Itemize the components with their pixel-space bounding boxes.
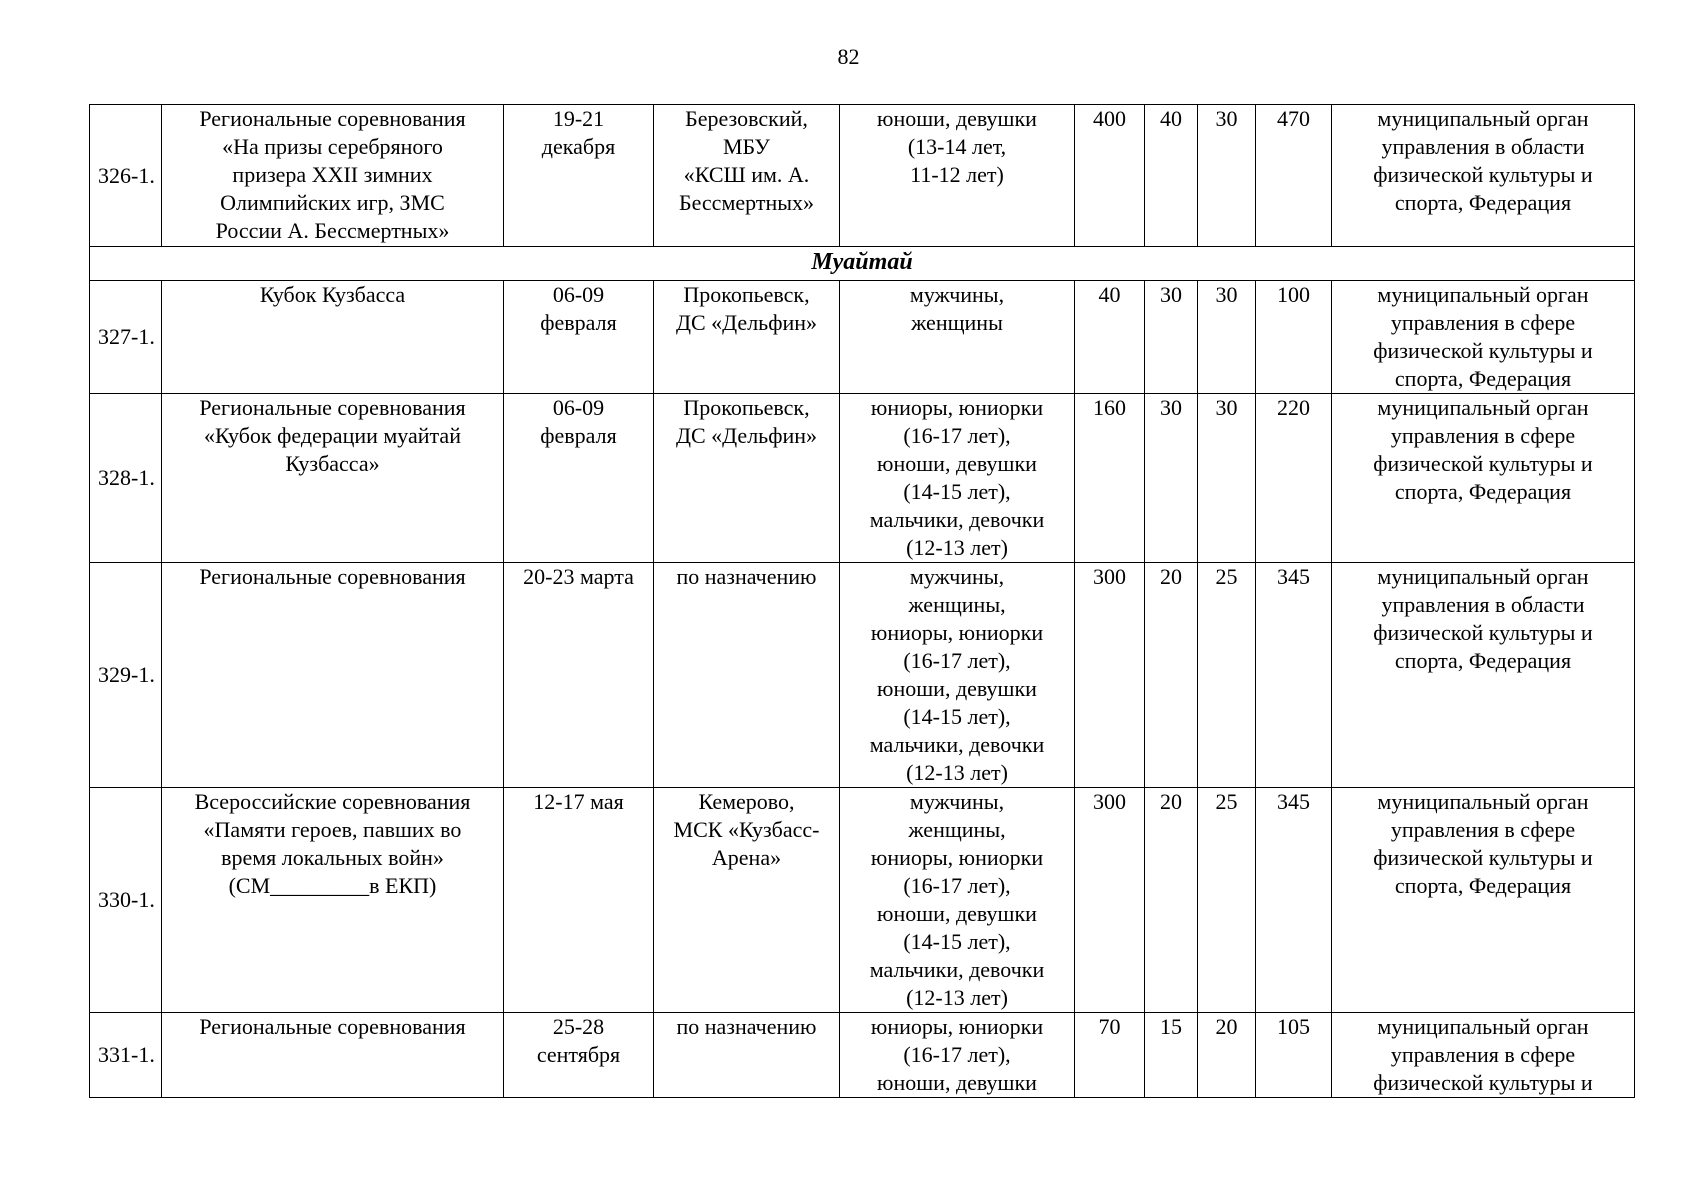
event-participants: мужчины, женщины, юниоры, юниорки (16-17 лет), юноши, девушки (14-15 лет), мальчики, девочки (12-13 лет) xyxy=(840,563,1075,788)
event-dates: 25-28 сентября xyxy=(504,1013,654,1098)
row-number: 331-1. xyxy=(90,1013,162,1098)
judges-count: 25 xyxy=(1198,563,1256,788)
event-place: Прокопьевск, ДС «Дельфин» xyxy=(654,281,840,394)
event-organizer: муниципальный орган управления в сфере физической культуры и xyxy=(1332,1013,1635,1098)
table-row xyxy=(90,394,1635,563)
total-count: 100 xyxy=(1256,281,1332,394)
athletes-count: 40 xyxy=(1075,281,1145,394)
row-number: 327-1. xyxy=(90,281,162,394)
coaches-count: 20 xyxy=(1145,788,1198,1013)
event-participants: юниоры, юниорки (16-17 лет), юноши, девушки (14-15 лет), мальчики, девочки (12-13 лет) xyxy=(840,394,1075,563)
coaches-count: 30 xyxy=(1145,281,1198,394)
event-name: Региональные соревнования xyxy=(162,563,504,788)
total-count: 470 xyxy=(1256,105,1332,247)
event-place: по назначению xyxy=(654,1013,840,1098)
coaches-count: 30 xyxy=(1145,394,1198,563)
section-row xyxy=(90,247,1635,281)
event-organizer: муниципальный орган управления в области физической культуры и спорта, Федерация xyxy=(1332,105,1635,247)
event-participants: мужчины, женщины xyxy=(840,281,1075,394)
judges-count: 20 xyxy=(1198,1013,1256,1098)
judges-count: 25 xyxy=(1198,788,1256,1013)
event-participants: мужчины, женщины, юниоры, юниорки (16-17 лет), юноши, девушки (14-15 лет), мальчики, девочки (12-13 лет) xyxy=(840,788,1075,1013)
total-count: 220 xyxy=(1256,394,1332,563)
page-number: 82 xyxy=(837,44,860,69)
row-number: 330-1. xyxy=(90,788,162,1013)
event-name: Региональные соревнования «На призы серебряного призера XXII зимних Олимпийских игр, ЗМС России А. Бессмертных» xyxy=(162,105,504,247)
athletes-count: 400 xyxy=(1075,105,1145,247)
event-place: Прокопьевск, ДС «Дельфин» xyxy=(654,394,840,563)
event-dates: 06-09 февраля xyxy=(504,281,654,394)
athletes-count: 160 xyxy=(1075,394,1145,563)
event-organizer: муниципальный орган управления в сфере физической культуры и спорта, Федерация xyxy=(1332,281,1635,394)
coaches-count: 40 xyxy=(1145,105,1198,247)
event-place: по назначению xyxy=(654,563,840,788)
event-organizer: муниципальный орган управления в области физической культуры и спорта, Федерация xyxy=(1332,563,1635,788)
judges-count: 30 xyxy=(1198,394,1256,563)
event-dates: 19-21 декабря xyxy=(504,105,654,247)
judges-count: 30 xyxy=(1198,281,1256,394)
events-table xyxy=(89,104,1635,1098)
event-organizer: муниципальный орган управления в сфере физической культуры и спорта, Федерация xyxy=(1332,394,1635,563)
event-dates: 20-23 марта xyxy=(504,563,654,788)
row-number: 328-1. xyxy=(90,394,162,563)
coaches-count: 15 xyxy=(1145,1013,1198,1098)
total-count: 105 xyxy=(1256,1013,1332,1098)
event-name: Всероссийские соревнования «Памяти героев, павших во время локальных войн» (СМ_________в ЕКП) xyxy=(162,788,504,1013)
table-row xyxy=(90,563,1635,788)
row-number: 326-1. xyxy=(90,105,162,247)
event-participants: юноши, девушки (13-14 лет, 11-12 лет) xyxy=(840,105,1075,247)
event-participants: юниоры, юниорки (16-17 лет), юноши, девушки xyxy=(840,1013,1075,1098)
event-organizer: муниципальный орган управления в сфере физической культуры и спорта, Федерация xyxy=(1332,788,1635,1013)
event-name: Кубок Кузбасса xyxy=(162,281,504,394)
event-place: Кемерово, МСК «Кузбасс- Арена» xyxy=(654,788,840,1013)
table-row xyxy=(90,281,1635,394)
row-number: 329-1. xyxy=(90,563,162,788)
table-row xyxy=(90,1013,1635,1098)
athletes-count: 300 xyxy=(1075,563,1145,788)
table-row xyxy=(90,105,1635,247)
table-row xyxy=(90,788,1635,1013)
total-count: 345 xyxy=(1256,563,1332,788)
event-name: Региональные соревнования «Кубок федерации муайтай Кузбасса» xyxy=(162,394,504,563)
judges-count: 30 xyxy=(1198,105,1256,247)
athletes-count: 70 xyxy=(1075,1013,1145,1098)
event-dates: 06-09 февраля xyxy=(504,394,654,563)
total-count: 345 xyxy=(1256,788,1332,1013)
section-title: Муайтай xyxy=(90,247,1635,281)
athletes-count: 300 xyxy=(1075,788,1145,1013)
coaches-count: 20 xyxy=(1145,563,1198,788)
event-place: Березовский, МБУ «КСШ им. А. Бессмертных» xyxy=(654,105,840,247)
event-dates: 12-17 мая xyxy=(504,788,654,1013)
event-name: Региональные соревнования xyxy=(162,1013,504,1098)
